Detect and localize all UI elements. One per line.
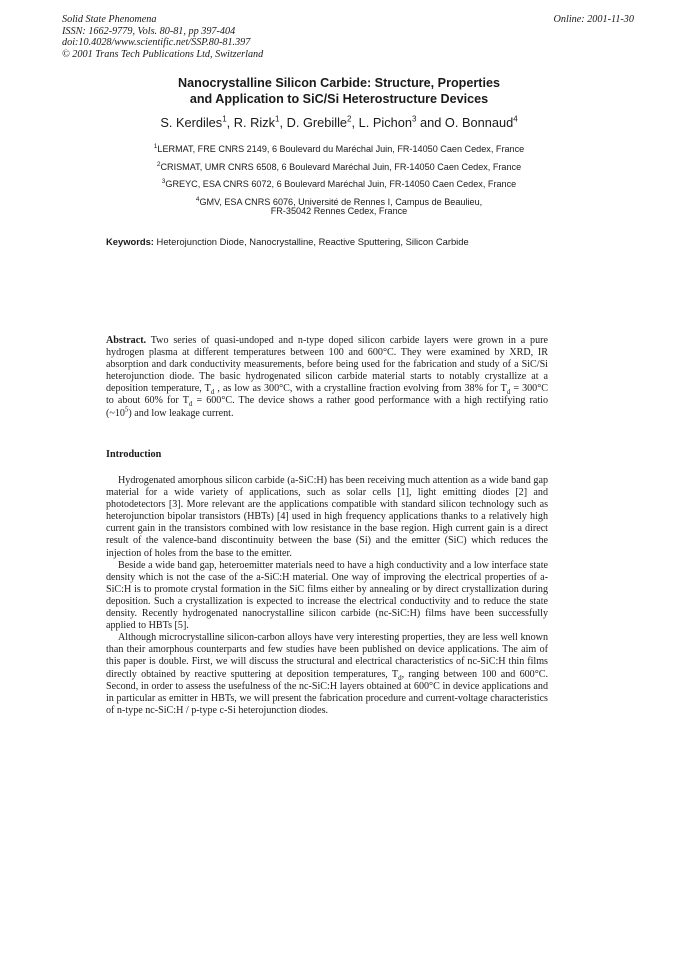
affiliation: $^3$GREYC, ESA CNRS 6072, 6 Boulevard Maréchal Juin, FR-14050 Caen Cedex, France — [161, 177, 517, 189]
abstract — [106, 335, 548, 420]
author: L. Pichon$^3$ and — [358, 114, 445, 130]
author-list — [0, 115, 678, 130]
paragraph: Although microcrystalline silicon-carbon alloys have very interesting properties, they are less well known than their amorphous counterparts and few studies have been published on device applications. The aim of this paper is double. First, we will discuss the structural and electrical characteristics of nc-SiC:H thin films directly obtained by reactive sputtering at deposition temperatures, $T_d$, ranging between 100 and 600°C. Second, in order to assess the usefulness of the nc-SiC:H layers obtained at 600°C in device applications and in particular as emitter in HBTs, we will present the fabrication procedure and current-voltage characteristics of n-type nc-SiC:H / p-type c-Si heterojunction diodes. — [106, 632, 549, 716]
author: O. Bonnaud$^4$ — [444, 114, 518, 130]
author: R. Rizk$^1$, — [233, 114, 287, 130]
affiliation: $^4$GMV, ESA CNRS 6076, Université de Rennes I, Campus de Beaulieu, — [195, 195, 483, 207]
affiliation: $^2$CRISMAT, UMR CNRS 6508, 6 Boulevard Maréchal Juin, FR-14050 Caen Cedex, France — [156, 160, 522, 172]
author: S. Kerdiles$^1$, — [160, 114, 234, 130]
copyright-line: © 2001 Trans Tech Publications Ltd, Switzerland — [62, 48, 264, 60]
author: D. Grebille$^2$, — [286, 114, 359, 130]
abstract-label: Abstract. — [106, 335, 147, 346]
keywords-text: Heterojunction Diode, Nanocrystalline, Reactive Sputtering, Silicon Carbide — [156, 236, 469, 247]
keywords — [106, 236, 634, 247]
title-line-2: and Application to SiC/Si Heterostructure Devices — [189, 92, 489, 106]
journal-header — [62, 14, 634, 60]
section-heading-introduction: Introduction — [106, 449, 162, 460]
online-date: Online: 2001-11-30 — [553, 14, 634, 25]
title-line-1: Nanocrystalline Silicon Carbide: Structure, Properties — [178, 76, 500, 90]
affiliation-list — [0, 141, 678, 217]
paragraph: Beside a wide band gap, heteroemitter materials need to have a high conductivity and a low interface state density which is not the case of the a-SiC:H material. One way of improving the electrical properties of a-SiC:H is to promote crystal formation in the SiC films either by annealing or by direct crystallization during deposition. Such a crystallization is expected to increase the electrical conductivity and to reduce the state density. Recently hydrogenated nanocrystalline silicon carbide (nc-SiC:H) films have been successfully applied to HBTs [5]. — [106, 559, 548, 632]
citation-block — [62, 14, 634, 60]
affiliation: $^1$LERMAT, FRE CNRS 2149, 6 Boulevard du Maréchal Juin, FR-14050 Caen Cedex, France — [153, 142, 525, 154]
doi-line[interactable]: doi:10.4028/www.scientific.net/SSP.80-81.397 — [62, 37, 251, 48]
keywords-label: Keywords: — [106, 236, 154, 247]
introduction-body — [106, 475, 548, 717]
journal-name: Solid State Phenomena — [62, 14, 157, 25]
affiliation-continuation: FR-35042 Rennes Cedex, France — [270, 206, 408, 216]
paragraph: Hydrogenated amorphous silicon carbide (a-SiC:H) has been receiving much attention as a wide band gap material for a wide variety of applications, such as solar cells [1], light emitting diodes [2] and photodetectors [3]. More relevant are the applications compatible with standard silicon technology such as heterojunction bipolar transistors (HBTs) [4] used in high frequency applications thanks to a relatively high current gain in the transistors combined with low resistance in the base region. High current gain is a direct result of the valence-band discontinuity between the base (Si) and the emitter (SiC) which reduces the injection of holes from the base to the emitter. — [106, 475, 548, 559]
abstract-text: Two series of quasi-undoped and n-type doped silicon carbide layers were grown in a pure hydrogen plasma at different temperatures between 100 and 600°C. They were examined by XRD, IR absorption and dark conductivity measurements, before being used for the fabrication and study of a SiC/Si heterojunction diode. The basic hydrogenated silicon carbide material starts to notably crystallize at a deposition temperature, $T_d$ , as low as 300°C, with a crystalline fraction evolving from 38% for $T_d = 300^\circ C$ to about 60% for $T_d = 600^\circ C$. The device shows a rather good performance with a high rectifying ratio $(\sim 10^5)$ and low leakage current. — [106, 335, 549, 419]
paper-title — [0, 75, 678, 107]
issn-line: ISSN: 1662-9779, Vols. 80-81, pp 397-404 — [62, 25, 236, 37]
